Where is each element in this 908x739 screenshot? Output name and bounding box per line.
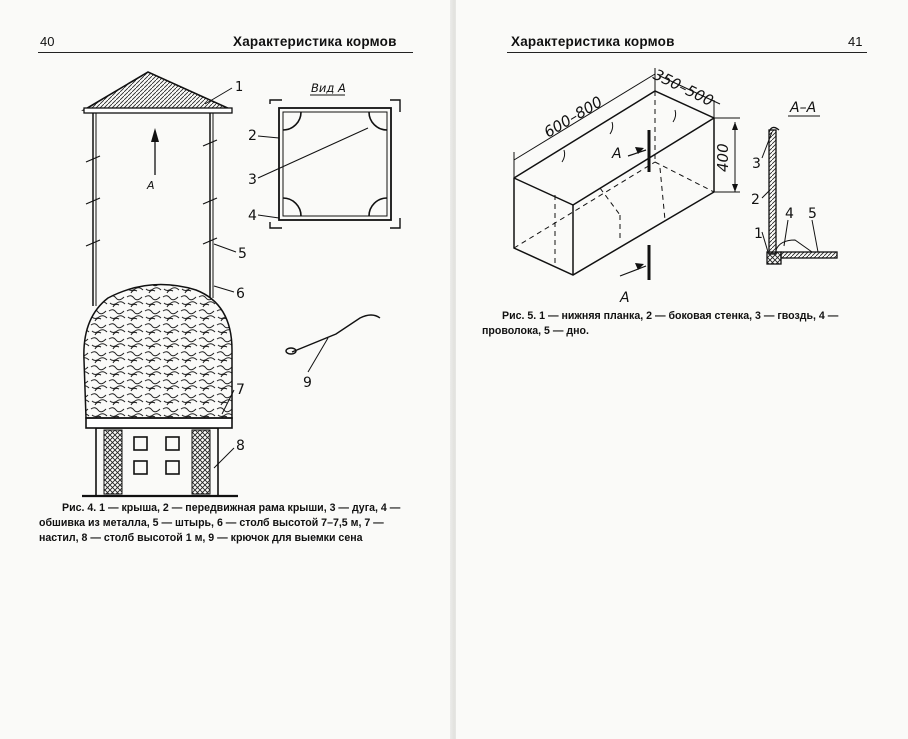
callout-7: 7: [236, 382, 245, 398]
view-a-title: Вид А: [311, 81, 346, 95]
section-bottom-plank: [767, 252, 781, 264]
callout-2: 2: [248, 128, 257, 144]
figure-5-caption-line-1: Рис. 5. 1 — нижняя планка, 2 — боковая стенка, 3 — гвоздь, 4 —: [502, 310, 839, 322]
callout-3: 3: [248, 172, 257, 188]
right-running-head: Характеристика кормов: [511, 34, 675, 49]
dim-height: 400: [714, 143, 732, 172]
section-floor: [781, 252, 837, 258]
section-mark-top: А: [612, 146, 622, 162]
figure-4-caption-line-2: обшивка из металла, 5 — штырь, 6 — столб высотой 7–7,5 м, 7 —: [39, 517, 384, 529]
callout-1: 1: [235, 80, 244, 95]
right-page-number: 41: [848, 34, 863, 49]
section-mark-bottom: А: [620, 290, 630, 306]
section-wall: [769, 130, 776, 254]
figure-5-caption-line-2: проволока, 5 — дно.: [482, 325, 589, 337]
left-page-number: 40: [40, 34, 55, 49]
section-callout-5: 5: [808, 206, 817, 222]
callout-5: 5: [238, 246, 247, 262]
figure-4-caption-line-3: настил, 8 — столб высотой 1 м, 9 — крючок для выемки сена: [39, 532, 363, 544]
dim-length: 600–800: [540, 92, 606, 142]
section-callout-3: 3: [752, 156, 761, 172]
section-callout-4: 4: [785, 206, 794, 222]
section-callout-1: 1: [754, 226, 763, 242]
arrow-a-label: А: [147, 179, 155, 192]
callout-8: 8: [236, 438, 245, 454]
left-running-head: Характеристика кормов: [233, 34, 397, 49]
figure-4-caption-line-1: Рис. 4. 1 — крыша, 2 — передвижная рама крыши, 3 — дуга, 4 —: [62, 502, 401, 514]
callout-4: 4: [248, 208, 257, 224]
section-title: А–А: [790, 100, 817, 116]
section-callout-2: 2: [751, 192, 760, 208]
callout-9: 9: [303, 375, 312, 391]
dim-width: 350–500: [650, 65, 717, 110]
callout-6: 6: [236, 286, 245, 302]
